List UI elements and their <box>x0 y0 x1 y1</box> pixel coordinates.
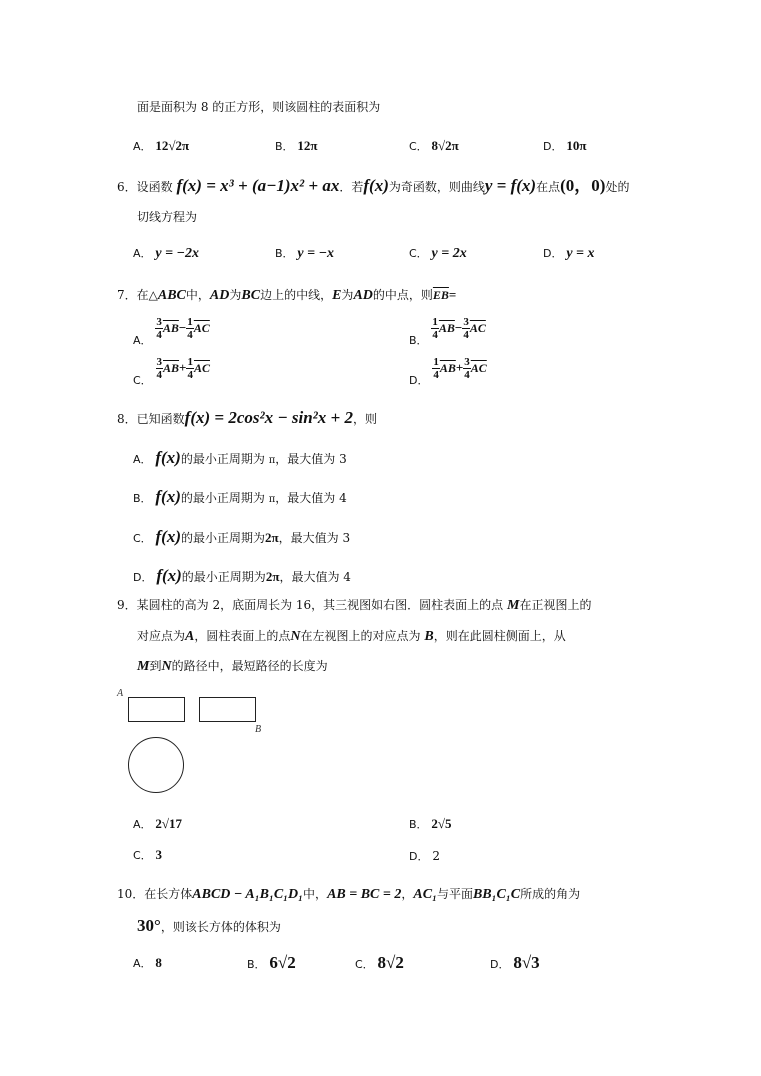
q5-option-a[interactable]: A． 12√2π <box>133 138 190 153</box>
q9-stem-line1: 9．某圆柱的高为 2，底面周长为 16，其三视图如右图．圆柱表面上的点 M在正视图上的 <box>117 598 592 613</box>
q10-stem-line1: 10．在长方体ABCD − A₁B₁C₁D₁中，AB = BC = 2，AC₁与平面BB₁C₁C所成的角为 <box>117 887 581 902</box>
front-view-rect <box>128 697 185 722</box>
fig-label-b: B <box>255 724 262 735</box>
q8-option-d[interactable]: D． f(x)的最小正周期为2π，最大值为 4 <box>133 566 351 585</box>
q10-stem-line2: 30°，则该长方体的体积为 <box>137 916 281 935</box>
top-view-circle <box>128 737 184 793</box>
q6-stem-line2: 切线方程为 <box>137 210 198 224</box>
q7-option-b[interactable]: B． $\frac{1}{4}$ $\overline{AB}-$ $\frac{3}{4}$ $\overline{AC}$ <box>409 316 486 347</box>
q9-option-d[interactable]: D． 2 <box>409 849 440 863</box>
q6-option-b[interactable]: B． y = −x <box>275 246 335 261</box>
q10-option-a[interactable]: A． 8 <box>133 955 162 970</box>
q5-option-b[interactable]: B． 12π <box>275 138 318 153</box>
q9-stem-line2: 对应点为A，圆柱表面上的点N在左视图上的对应点为 B，则在此圆柱侧面上，从 <box>137 629 566 644</box>
q8-option-b[interactable]: B． f(x)的最小正周期为 π，最大值为 4 <box>133 487 347 506</box>
q6-option-a[interactable]: A． y = −2x <box>133 246 200 261</box>
q9-option-c[interactable]: C． 3 <box>133 847 163 862</box>
q7-option-c[interactable]: C． $\frac{3}{4}$ $\overline{AB}+$ $\frac{1}{4}$ $\overline{AC}$ <box>133 356 210 387</box>
q10-option-b[interactable]: B． 6√2 <box>247 953 296 972</box>
q9-stem-line3: M到N的路径中，最短路径的长度为 <box>137 659 328 674</box>
q7-stem: 7．在△ABC中，AD为BC边上的中线，E为AD的中点，则$\overline{EB}=$ <box>117 287 457 303</box>
q8-stem: 8．已知函数f(x) = 2cos²x − sin²x + 2，则 <box>117 408 377 427</box>
q5-option-c[interactable]: C． 8√2π <box>409 138 459 153</box>
q6-stem: 6．设函数 f(x) = x³ + (a−1)x² + ax．若f(x)为奇函数，则曲线y = f(x)在点(0，0)处的 <box>117 176 630 195</box>
q8-option-a[interactable]: A． f(x)的最小正周期为 π，最大值为 3 <box>133 448 347 467</box>
q6-option-c[interactable]: C． y = 2x <box>409 246 467 261</box>
q9-option-b[interactable]: B． 2√5 <box>409 816 452 831</box>
side-view-rect <box>199 697 256 722</box>
q8-option-c[interactable]: C． f(x)的最小正周期为2π，最大值为 3 <box>133 527 351 546</box>
q10-option-d[interactable]: D． 8√3 <box>490 953 540 972</box>
q6-option-d[interactable]: D． y = x <box>543 246 595 261</box>
fig-label-a: A <box>117 688 124 699</box>
q10-option-c[interactable]: C． 8√2 <box>355 953 404 972</box>
q7-option-a[interactable]: A． $\frac{3}{4}$ $\overline{AB}-$ $\frac{1}{4}$ $\overline{AC}$ <box>133 316 210 347</box>
q7-option-d[interactable]: D． $\frac{1}{4}$ $\overline{AB}+$ $\frac{3}{4}$ $\overline{AC}$ <box>409 356 487 387</box>
q9-option-a[interactable]: A． 2√17 <box>133 816 182 831</box>
q5-continuation: 面是面积为 8 的正方形，则该圆柱的表面积为 <box>137 100 381 114</box>
q5-option-d[interactable]: D． 10π <box>543 138 587 153</box>
